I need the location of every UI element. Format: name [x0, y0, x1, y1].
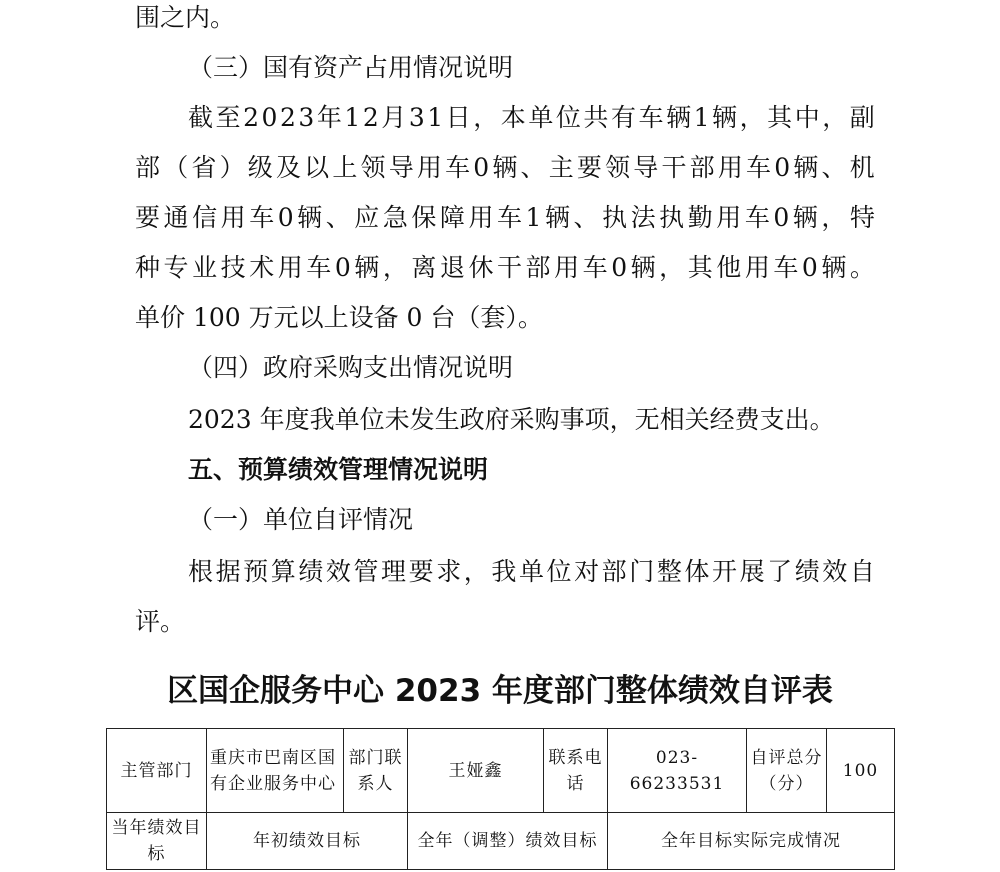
section-heading-3: （三）国有资产占用情况说明	[188, 53, 514, 82]
evaluation-table	[106, 728, 895, 870]
table-row	[107, 813, 895, 870]
dept-value: 重庆市巴南区国有企业服务中心	[207, 729, 344, 813]
paragraph-line: 要 通 信 用 车 0 辆 、 应 急 保 障 用 车 1 辆 、 执 法 执 勤 用 车 0 辆 ， 特	[135, 203, 875, 232]
paragraph-tail: 评。	[135, 607, 186, 636]
contact-value: 王娅鑫	[408, 729, 544, 813]
phone-value: 023-66233531	[608, 729, 747, 813]
paragraph-line: 根 据 预 算 绩 效 管 理 要 求 ， 我 单 位 对 部 门 整 体 开 展 了 绩 效 自	[188, 557, 875, 586]
goal-adjusted-header: 全年（调整）绩效目标	[408, 813, 608, 870]
table-row	[107, 729, 895, 813]
contact-label: 部门联系人	[344, 729, 408, 813]
section-heading-5: 五、预算绩效管理情况说明	[188, 455, 489, 484]
dept-label: 主管部门	[107, 729, 207, 813]
section-heading-4: （四）政府采购支出情况说明	[188, 353, 514, 382]
goal-label: 当年绩效目标	[107, 813, 207, 870]
paragraph-line: 部 （ 省 ） 级 及 以 上 领 导 用 车 0 辆 、 主 要 领 导 干 部 用 车 0 辆 、 机	[135, 153, 875, 182]
paragraph-line: 种 专 业 技 术 用 车 0 辆 ， 离 退 休 干 部 用 车 0 辆 ， 其 他 用 车 0 辆 。	[135, 253, 875, 282]
paragraph-tail: 围之内。	[135, 3, 236, 32]
paragraph-line: 单价 100 万元以上设备 0 台（套）。	[135, 303, 543, 332]
paragraph-line: 截 至 2 0 2 3 年 1 2 月 3 1 日 ， 本 单 位 共 有 车 辆 1 辆 ， 其 中 ， 副	[188, 103, 875, 132]
goal-initial-header: 年初绩效目标	[207, 813, 408, 870]
phone-label: 联系电话	[544, 729, 608, 813]
score-value: 100	[827, 729, 895, 813]
subsection-heading: （一）单位自评情况	[188, 505, 414, 534]
score-label: 自评总分（分）	[747, 729, 827, 813]
paragraph-line: 2023 年度我单位未发生政府采购事项，无相关经费支出。	[188, 405, 835, 434]
goal-actual-header: 全年目标实际完成情况	[608, 813, 895, 870]
table-title: 区国企服务中心 2023 年度部门整体绩效自评表	[167, 673, 833, 709]
